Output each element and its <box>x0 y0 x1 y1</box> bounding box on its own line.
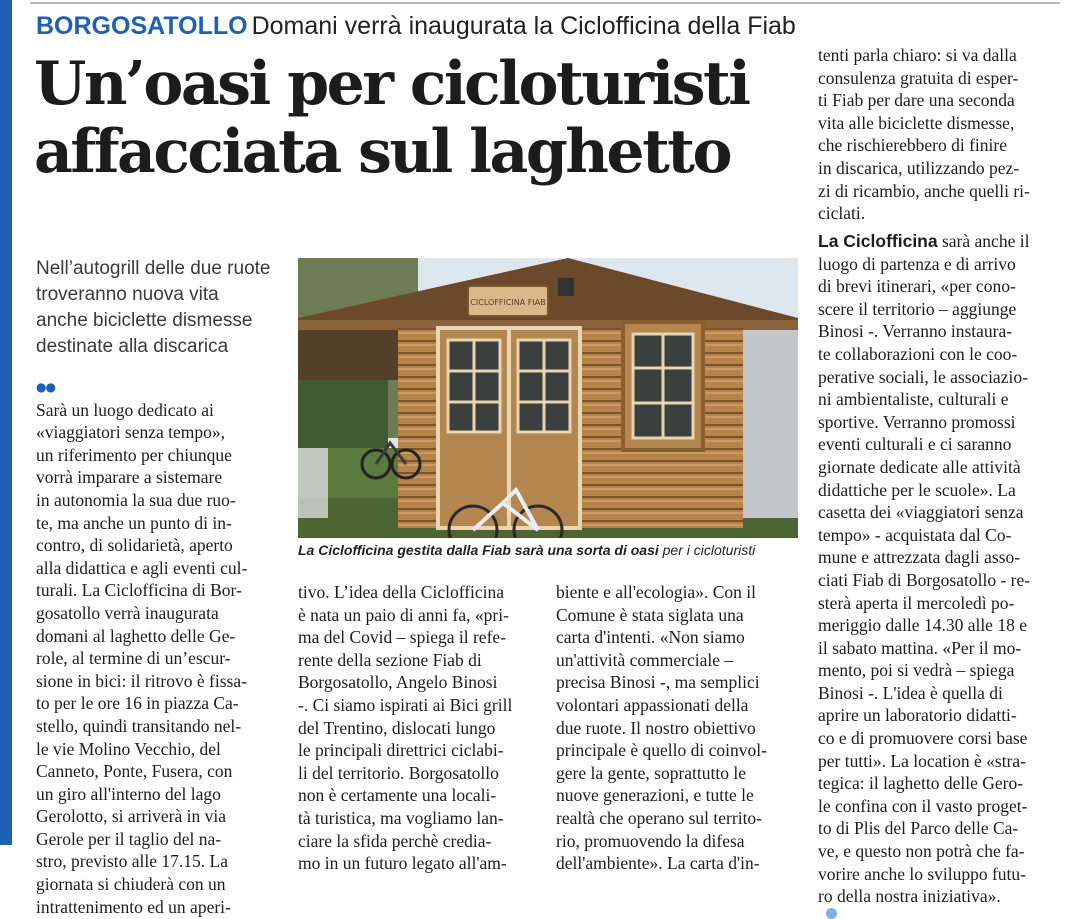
text-line-content: ro della nostra iniziativa». <box>818 886 1001 907</box>
hut-sign: CICLOFFICINA FIAB <box>470 298 546 307</box>
subheadline <box>36 256 286 360</box>
text-line: te, ma anche un punto di in- <box>36 512 232 533</box>
text-line: dell'ambiente». La carta d'in- <box>556 853 760 874</box>
text-line: di brevi itinerari, «per cono- <box>818 276 1016 297</box>
text-line: biente e all'ecologia». Con il <box>556 582 756 602</box>
text-line: to per le ore 16 in piazza Ca- <box>36 693 239 714</box>
text-line: consulenza gratuita di esper- <box>818 67 1019 88</box>
text-line: le vie Molino Vecchio, del <box>36 738 221 759</box>
text-line: scere il territorio – aggiunge <box>818 298 1017 319</box>
text-line: volontari appassionati della <box>556 694 749 715</box>
text-line: due ruote. Il nostro obiettivo <box>556 717 756 738</box>
text-line: il sabato mattina. «Per il mo- <box>818 637 1022 658</box>
text-line: sione in bici: il ritrovo è fissa- <box>36 670 247 691</box>
text-line: tivo. L’idea della Ciclofficina <box>298 582 505 602</box>
text-line: mo in un futuro legato all'am- <box>298 853 507 874</box>
text-line <box>818 230 1060 253</box>
text-line: che rischierebbero di finire <box>818 135 1008 156</box>
text-line: un riferimento per chiunque <box>36 444 232 465</box>
text-line: zi di ricambio, anche quelli ri- <box>818 180 1030 201</box>
article-column-4 <box>818 230 1060 919</box>
text-line: perative sociali, le associazio- <box>818 366 1028 387</box>
article-column-1 <box>36 376 276 918</box>
text-line: in autonomia la sua due ruo- <box>36 489 236 510</box>
text-line: turali. La Ciclofficina di Bor- <box>36 580 242 601</box>
text-line: non è certamente una locali- <box>298 785 497 806</box>
text-line: co e di promuovere corsi base <box>818 728 1028 749</box>
text-line: contro, di solidarietà, aperto <box>36 535 233 556</box>
text-line: ti Fiab per dare una seconda <box>818 90 1015 111</box>
paragraph-lead: La Ciclofficina <box>818 231 938 251</box>
text-line: casetta dei «viaggiatori senza <box>818 502 1024 523</box>
text-line: li del territorio. Borgosatollo <box>298 762 499 783</box>
text-line: domani al laghetto delle Ge- <box>36 625 236 646</box>
text-line: sportive. Verranno promossi <box>818 411 1016 432</box>
subheadline-line: troveranno nuova vita <box>36 284 219 305</box>
text-line: luogo di partenza e di arrivo <box>818 253 1016 274</box>
text-line: intrattenimento ed un aperi- <box>36 896 231 917</box>
article-column-4-top <box>818 44 1060 225</box>
text-line: tà turistica, ma vogliamo lan- <box>298 807 504 828</box>
text-line: rio, promuovendo la difesa <box>556 830 745 851</box>
text-line-content: sarà anche il <box>937 231 1030 251</box>
text-line: ciclati. <box>818 203 866 224</box>
text-line: Gerolotto, si arriverà in via <box>36 806 227 827</box>
end-of-article-dot-icon <box>826 908 837 919</box>
top-rule <box>30 2 1060 4</box>
subheadline-line: Nell’autogrill delle due ruote <box>36 258 271 279</box>
text-line: ve, e questo non potrà che fa- <box>818 841 1025 862</box>
text-line: alla didattica e agli eventi cul- <box>36 557 248 578</box>
text-line: tegica: il laghetto delle Gero- <box>818 773 1024 794</box>
headline-line-2: affacciata sul laghetto <box>34 117 731 187</box>
headline-line-1: Un’oasi per cicloturisti <box>34 49 749 119</box>
text-line: per tutti». La location è «stra- <box>818 750 1026 771</box>
text-line: le principali direttrici ciclabi- <box>298 740 504 761</box>
kicker-place: BORGOSATOLLO <box>36 12 248 40</box>
text-line: ma del Covid – spiega il refe- <box>298 627 506 648</box>
article-photo <box>298 258 798 538</box>
text-line: carta d'intenti. «Non siamo <box>556 627 745 648</box>
text-line: te collaborazioni con le coo- <box>818 343 1018 364</box>
photo-caption <box>298 542 818 558</box>
text-line: giornate dedicate alle attività <box>818 456 1021 477</box>
text-line <box>36 376 276 421</box>
text-line: Comune è stata siglata una <box>556 604 744 625</box>
text-line: vita alle biciclette dismesse, <box>818 112 1015 133</box>
caption-rest: per i cicloturisti <box>662 542 756 558</box>
text-line: giornata si chiuderà con un <box>36 874 226 895</box>
text-line: stro, previsto alle 17.15. La <box>36 851 228 872</box>
text-line: le confina con il vasto proget- <box>818 795 1028 816</box>
text-line: Gerole per il taglio del na- <box>36 828 222 849</box>
text-line <box>818 885 1060 919</box>
kicker <box>36 12 796 41</box>
article-column-3 <box>556 581 796 875</box>
text-line: rente della sezione Fiab di <box>298 649 482 670</box>
wooden-hut-illustration <box>298 258 798 538</box>
text-line: «viaggiatori senza tempo», <box>36 422 226 443</box>
subheadline-line: destinate alla discarica <box>36 336 229 357</box>
text-line: to di Plis del Parco delle Ca- <box>818 818 1019 839</box>
section-color-bar <box>0 0 12 845</box>
text-line: ciati Fiab di Borgosatollo - re- <box>818 569 1031 590</box>
text-line: vorrà imparare a sistemare <box>36 467 223 488</box>
text-line: Binosi -. Verranno instaura- <box>818 321 1013 342</box>
text-line: Binosi -. L'idea è quella di <box>818 682 1003 703</box>
text-line: realtà che operano sul territo- <box>556 807 763 828</box>
text-line: un giro all'interno del lago <box>36 783 221 804</box>
text-line: del Trentino, dislocati lungo <box>298 717 496 738</box>
text-line: -. Ci siamo ispirati ai Bici grill <box>298 694 513 715</box>
text-line: stello, quindi transitando nel- <box>36 715 242 736</box>
text-line: tenti parla chiaro: si va dalla <box>818 45 1017 65</box>
text-line: gere la gente, soprattutto le <box>556 762 746 783</box>
text-line: mune e attrezzata dagli asso- <box>818 547 1021 568</box>
text-line: principale è quello di coinvol- <box>556 740 767 761</box>
subheadline-line: anche biciclette dismesse <box>36 310 253 331</box>
text-line: tempo» - acquistata dal Co- <box>818 524 1012 545</box>
text-line: meriggio dalle 14.30 alle 18 e <box>818 615 1027 636</box>
text-line: sterà aperta il mercoledì po- <box>818 592 1015 613</box>
article-column-2 <box>298 581 534 875</box>
text-line: un'attività commerciale – <box>556 649 734 670</box>
text-line: precisa Binosi -, ma semplici <box>556 672 760 693</box>
caption-bold: La Ciclofficina gestita dalla Fiab sarà una sorta di oasi <box>298 542 659 558</box>
headline <box>34 50 814 186</box>
text-line: Borgosatollo, Angelo Binosi <box>298 672 498 693</box>
text-line: Canneto, Ponte, Fusera, con <box>36 761 233 782</box>
text-line: in discarica, utilizzando pez- <box>818 157 1020 178</box>
text-line: gosatollo verrà inaugurata <box>36 602 219 623</box>
text-line: nuove generazioni, e tutte le <box>556 785 754 806</box>
text-line: vorire anche lo sviluppo futu- <box>818 863 1027 884</box>
bullet-dots-icon: ●● <box>36 380 55 394</box>
text-line: ciare la sfida perchè crediа- <box>298 830 492 851</box>
text-line: aprire un laboratorio didatti- <box>818 705 1017 726</box>
text-line: role, al termine di un’escur- <box>36 648 231 669</box>
text-line: mento, poi si vedrà – spiega <box>818 660 1015 681</box>
text-line: ni ambientaliste, culturali e <box>818 389 1009 410</box>
text-line: è nata un paio di anni fa, «pri- <box>298 604 509 625</box>
text-line-content: Sarà un luogo dedicato ai <box>36 399 214 420</box>
text-line: didattiche per le scuole». La <box>818 479 1016 500</box>
kicker-text: Domani verrà inaugurata la Ciclofficina della Fiab <box>251 12 796 40</box>
text-line: eventi culturali e ci saranno <box>818 434 1012 455</box>
